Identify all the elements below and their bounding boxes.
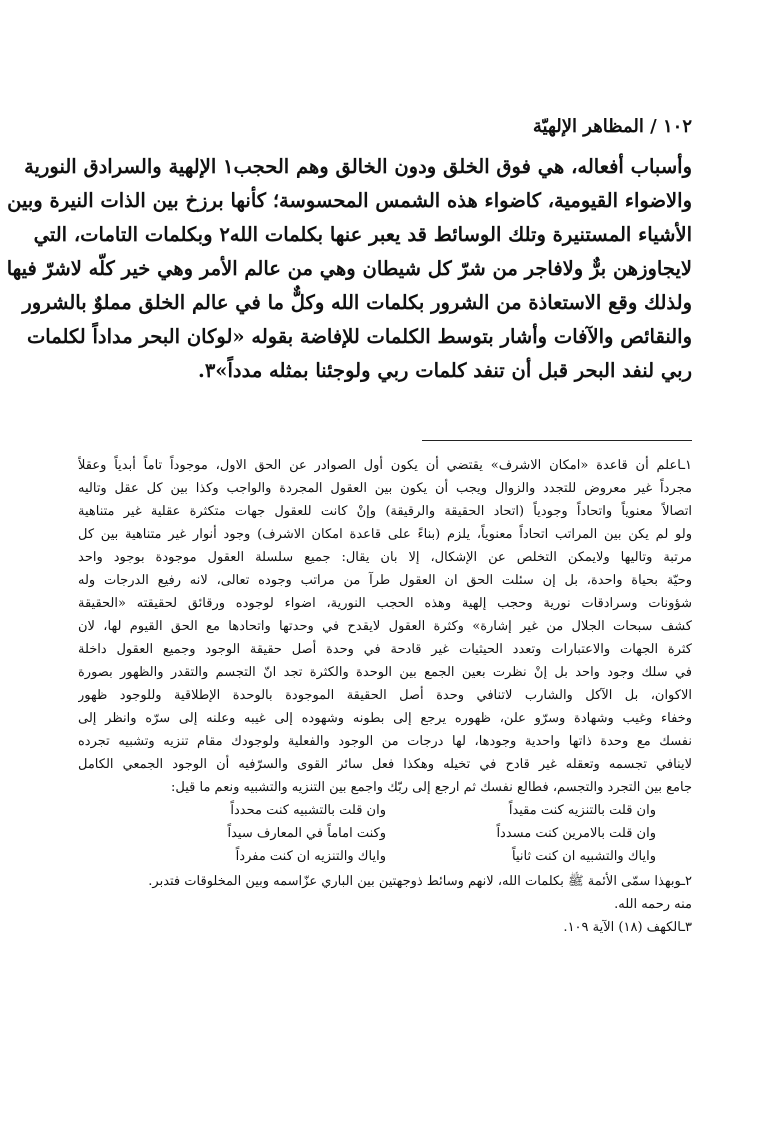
- footnote-line: ٣ـالكهف (١٨) الآية ١٠٩.: [563, 920, 692, 935]
- footnote-line: منه رحمه الله.: [614, 897, 692, 912]
- footnote-2: [78, 870, 692, 916]
- main-text: [6, 150, 692, 388]
- footnote-3: [78, 916, 692, 939]
- footnote-line: ١ـاعلم أن قاعدة «امكان الاشرف» يقتضي أن يكون أول الصوادر عن الحق الاول، موجوداً تاماً أبدياً وعقلاً: [78, 458, 692, 473]
- poem-verse: [78, 845, 692, 868]
- poem-verse: [78, 799, 692, 822]
- poem-hemistich: وان قلت بالتشبيه كنت محدداً: [230, 803, 386, 818]
- main-text-line: لايجاوزهن برٌّ ولافاجر من شرّ كل شيطان وهي من عالم الأمر وهي خير كلّه لاشرّ فيها: [6, 257, 692, 280]
- footnote-line: شؤونات وسرادقات نورية وحجب إلهية وهذه الحجب النورية، اضواء لوجوده ورقائق لحقيقته «الحقيقة: [78, 596, 692, 611]
- footnote-line: لاينافي تجسمه وتعقله غير قادح في تخيله وهكذا فعل سائر القوى والسرّفيه أن الوجود الجمعي الكامل: [78, 757, 692, 772]
- footnotes: [78, 454, 692, 939]
- poem-hemistich: وان قلت بالامرين كنت مسدداً: [496, 826, 656, 841]
- footnote-line: الاكوان، بل الآكل والشارب لاتنافي وحدة أصل الحقيقة الموجودة بالوحدة الإطلاقية وللوجود ظهور: [78, 688, 692, 703]
- poem-hemistich: وان قلت بالتنزيه كنت مقيداً: [508, 803, 656, 818]
- footnote-line: وخفاء وغيب وشهادة وسرّو علن، ظهوره يرجع إلى بطونه وشهوده إلى غيبه وعلنه إلى سرّه وانظر إلى: [78, 711, 692, 726]
- main-text-line: ولذلك وقع الاستعاذة من الشرور بكلمات الله وكلٌّ ما في عالم الخلق مملوٌ بالشرور: [22, 291, 692, 314]
- main-text-line: والنقائص والآفات وأشار بتوسط الكلمات للإفاضة بقوله «لوكان البحر مداداً لكلمات: [26, 325, 692, 348]
- poem-hemistich: واياك والتنزيه ان كنت مفرداً: [235, 849, 386, 864]
- footnote-line: في سلك وجود واحد بل إنْ نظرت بعين الجمع بين الوحدة والكثرة تجد انّ التجسم والتقدر والظهور بصورة: [78, 665, 692, 680]
- page-header: ١٠٢ / المظاهر الإلهيّة: [532, 116, 692, 137]
- footnote-line: مرتبة وتاليها ولايمكن التخلص عن الإشكال، إلا بان يقال: جميع سلسلة العقول موجودة بوجود واحد: [78, 550, 692, 565]
- poem-hemistich: واياك والتشبيه ان كنت ثانياً: [511, 849, 656, 864]
- footnote-line: وحيّة بحياة واحدة، بل إن سئلت الحق ان العقول طرآ من مراتب وجوده تعالى، لانه رفيع الدرجات وله: [78, 573, 692, 588]
- footnote-line: كثرة الجهات والاعتبارات وتعدد الحيثيات غير قادحة في وحدة أصل حقيقة الوجود وجميع العقول داخلة: [78, 642, 692, 657]
- main-text-line: وأسباب أفعاله، هي فوق الخلق ودون الخالق وهم الحجب١ الإلهية والسرادق النورية: [24, 155, 692, 178]
- footnote-line: ولو لم يكن بين المراتب اتحاداً معنوياً، يلزم (بناءً على قاعدة امكان الاشرف) وجود أنوار غير متناهية بين كل: [78, 527, 692, 542]
- footnote-line: مجرداً غير معروض للتجدد والزوال ويجب أن يكون بين العقول المجردة والواجب وكذا بين كل عقل وتاليه: [78, 481, 692, 496]
- footnote-line: اتصالاً معنوياً واتحاداً وجودياً (اتحاد الحقيقة والرقيقة) وإنْ كانت للعقول جهات متكثرة عقلية غير متناهية: [78, 504, 692, 519]
- main-text-line: الأشياء المستنيرة وتلك الوسائط قد يعبر عنها بكلمات الله٢ وبكلمات التامات، التي: [33, 223, 692, 246]
- footnote-line: جامع بين التجرد والتجسم، فطالع نفسك ثم ارجع إلى ربّك واجمع بين التنزيه والتشبيه ونعم ما قيل:: [170, 780, 692, 795]
- footnote-line: ٢ـوبهذا سمّى الأئمة ﷺ بكلمات الله، لانهم وسائط ذوجهتين بين الباري عزّاسمه وبين المخلوقات فتدبر.: [148, 874, 692, 889]
- footnote-1: [78, 454, 692, 799]
- footnote-line: كشف سبحات الجلال من غير إشارة» وكثرة العقول لايقدح في وحدتها واتحادها مع الحق القيوم لها، لان: [78, 619, 692, 634]
- poem: [78, 799, 692, 868]
- main-text-line: والاضواء القيومية، كاضواء هذه الشمس المحسوسة؛ كأنها برزخ بين الذات النيرة وبين: [7, 189, 692, 212]
- footnote-divider: [422, 440, 692, 441]
- footnote-line: نفسك مع وحدة ذاتها واحدية وجودها، لها درجات من الوجود والفعلية ولوجودك مقام تنزيه وتشبيه تجرده: [78, 734, 692, 749]
- poem-verse: [78, 822, 692, 845]
- main-text-line: ربي لنفد البحر قبل أن تنفد كلمات ربي ولوجئنا بمثله مدداً»٣.: [198, 359, 692, 382]
- poem-hemistich: وكنت اماماً في المعارف سيداً: [227, 826, 386, 841]
